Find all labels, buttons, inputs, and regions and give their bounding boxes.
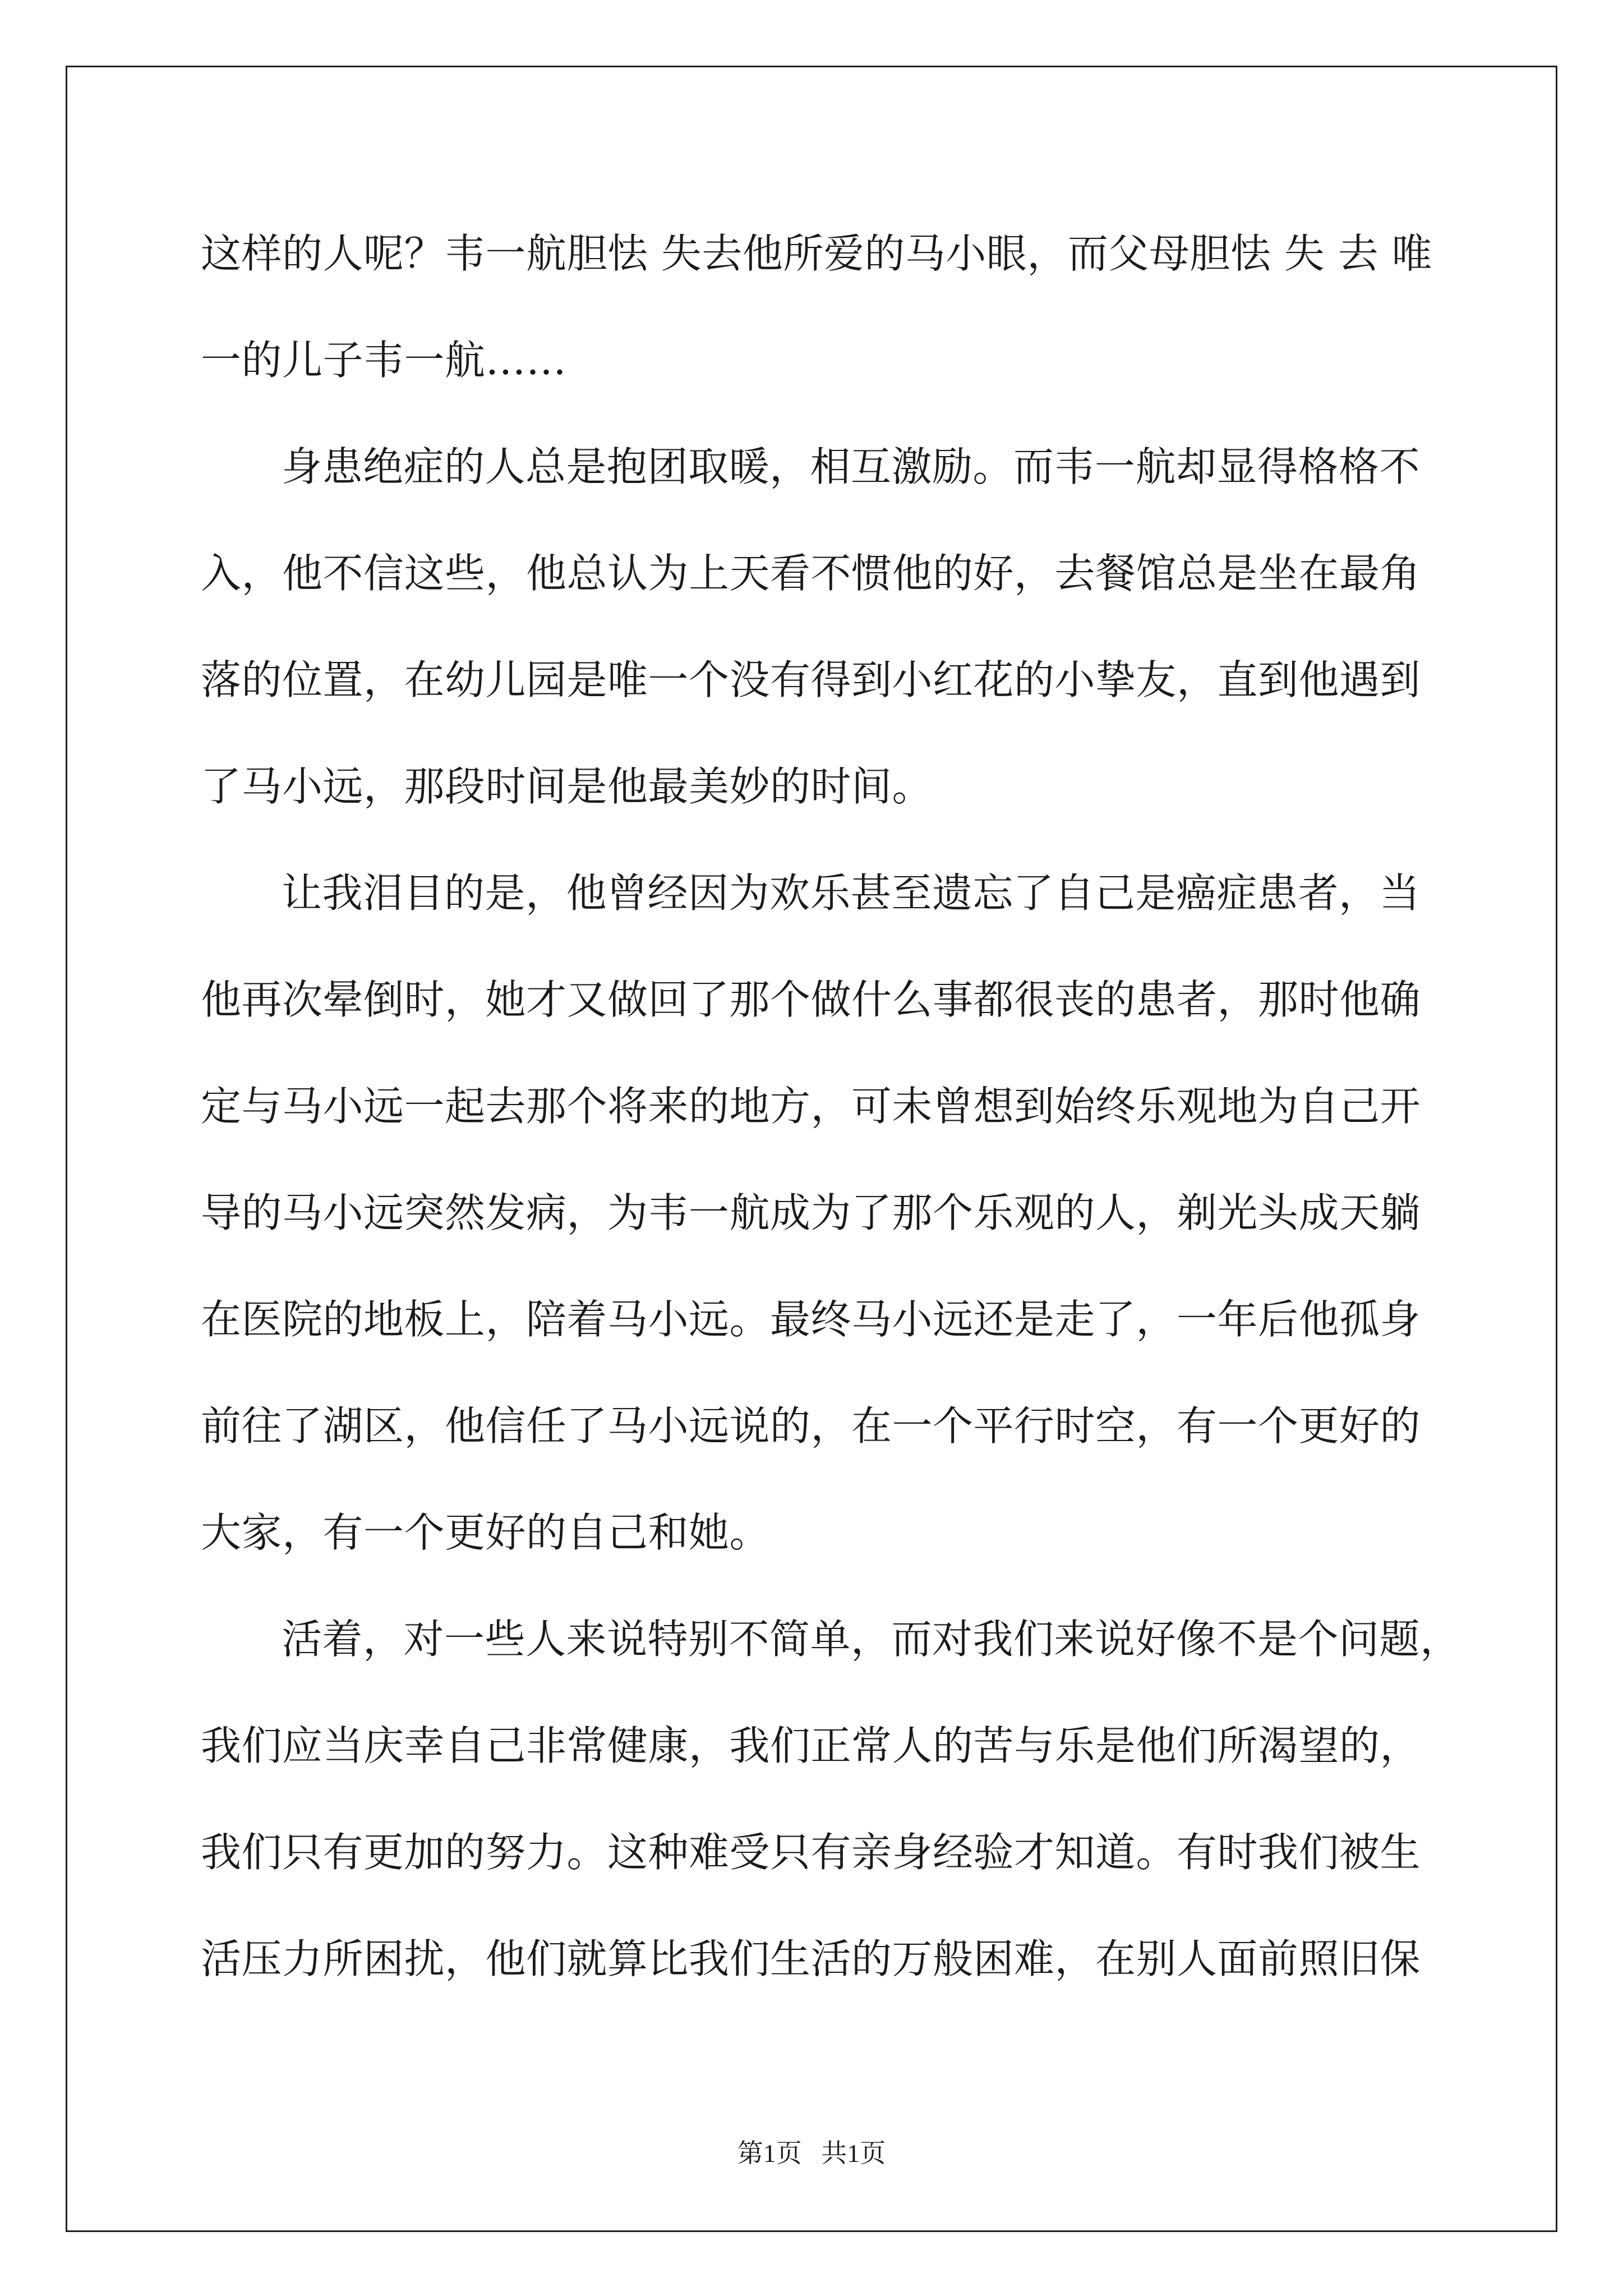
text-line: 我们只有更加的努力。这种难受只有亲身经验才知道。有时我们被生 <box>201 1829 1421 1876</box>
text-line: 他再次晕倒时，她才又做回了那个做什么事都很丧的患者，那时他确 <box>201 976 1421 1023</box>
text-line: 大家，有一个更好的自己和她。 <box>201 1509 771 1556</box>
page-number-footer: 第1页 共1页 <box>737 2139 886 2168</box>
text-line: 活压力所困扰，他们就算比我们生活的万般困难，在别人面前照旧保 <box>201 1935 1421 1982</box>
text-line: 了马小远，那段时间是他最美妙的时间。 <box>201 763 933 810</box>
text-line: 导的马小远突然发病，为韦一航成为了那个乐观的人，剃光头成天躺 <box>201 1189 1421 1236</box>
paragraph-first-line: 让我泪目的是，他曾经因为欢乐甚至遗忘了自己是癌症患者，当 <box>282 869 1421 917</box>
text-line: 我们应当庆幸自己非常健康，我们正常人的苦与乐是他们所渴望的， <box>201 1722 1421 1769</box>
text-line: 一的儿子韦一航…… <box>201 337 567 384</box>
text-line: 落的位置，在幼儿园是唯一个没有得到小红花的小挚友，直到他遇到 <box>201 656 1421 703</box>
text-line: 定与马小远一起去那个将来的地方，可未曾想到始终乐观地为自己开 <box>201 1083 1421 1130</box>
text-line: 入，他不信这些，他总认为上天看不惯他的好，去餐馆总是坐在最角 <box>201 550 1421 597</box>
paragraph-first-line: 活着，对一些人来说特别不简单，而对我们来说好像不是个问题， <box>282 1616 1461 1663</box>
paragraph-first-line: 身患绝症的人总是抱团取暖，相互激励。而韦一航却显得格格不 <box>282 443 1421 490</box>
text-line: 前往了湖区，他信任了马小远说的，在一个平行时空，有一个更好的 <box>201 1402 1421 1450</box>
text-line: 这样的人呢？韦一航胆怯 失去他所爱的马小眼，而父母胆怯 失 去 唯 <box>201 230 1433 277</box>
text-line: 在医院的地板上，陪着马小远。最终马小远还是走了，一年后他孤身 <box>201 1296 1421 1343</box>
